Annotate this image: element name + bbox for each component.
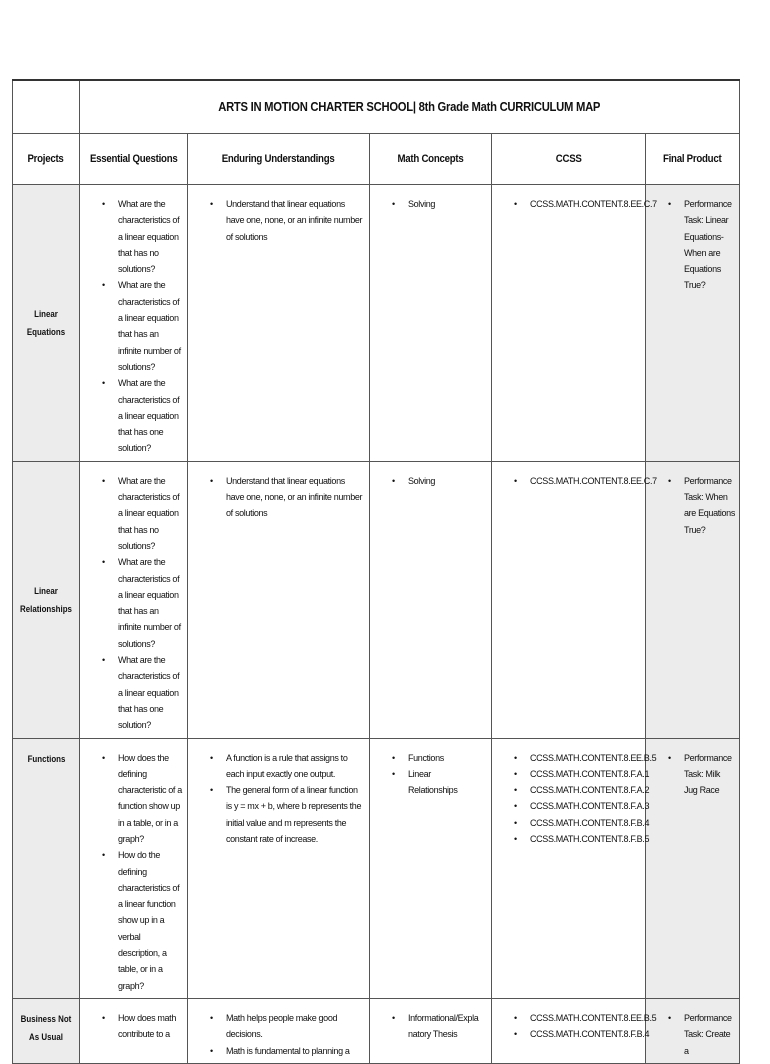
header-enduring-understandings: Enduring Understandings [188,134,370,185]
list-item: • How do the defining characteristics of a linear function show up in a verbal description, a table, or in a graph? [80,847,183,994]
list-item: • A function is a rule that assigns to each input exactly one output. [188,750,365,783]
list-item: • CCSS.MATH.CONTENT.8.F.A.3 [492,798,641,814]
header-math-concepts: Math Concepts [370,134,492,185]
ccss-list [492,462,657,493]
list-item: • Performance Task: Milk Jug Race [646,750,735,799]
list-item: • How does the defining characteristic of a function show up in a table, or in a graph? [80,750,183,848]
list-item: • Understand that linear equations have one, none, or an infinite number of solutions [188,196,365,245]
header-final-product: Final Product [646,134,740,185]
ccss-list [492,999,657,1047]
list-item: • CCSS.MATH.CONTENT.8.EE.C.7 [492,196,641,212]
list-item: • What are the characteristics of a linear equation that has no solutions? [80,473,183,554]
list-item: • Performance Task: Create a [646,1010,735,1059]
final-product-cell [646,185,740,462]
essential-questions-cell [80,185,188,462]
enduring-understandings-list [188,462,369,526]
list-item: • CCSS.MATH.CONTENT.8.F.A.2 [492,782,641,798]
essential-questions-cell [80,461,188,738]
ccss-cell [492,738,657,998]
list-item: • Understand that linear equations have one, none, or an infinite number of solutions [188,473,365,522]
list-item: • The general form of a linear function is y = mx + b, where b represents the initial value and m represents the constant rate of increase. [188,782,365,847]
list-item: • CCSS.MATH.CONTENT.8.F.B.4 [492,815,641,831]
header-ccss: CCSS [492,134,646,185]
curriculum-map-sheet [12,79,739,1056]
header-essential-questions: Essential Questions [80,134,188,185]
final-product-cell [646,738,740,998]
project-cell [13,185,80,462]
math-concepts-list [370,185,486,216]
math-concepts-cell [370,998,492,1063]
table-row [13,461,740,738]
ccss-list [492,739,657,852]
enduring-understandings-list [188,739,369,852]
table-row [13,185,740,462]
project-name: Business Not As Usual [20,1013,72,1042]
header-projects: Projects [13,134,80,185]
final-product-list [646,185,739,298]
list-item: • How does math contribute to a [80,1010,183,1043]
list-item: • Linear Relationships [370,766,482,799]
math-concepts-cell [370,185,492,462]
list-item: • CCSS.MATH.CONTENT.8.F.B.4 [492,1026,641,1042]
page-title: ARTS IN MOTION CHARTER SCHOOL| 8th Grade Math CURRICULUM MAP [218,100,601,114]
enduring-understandings-list [188,185,369,249]
math-concepts-cell [370,738,492,998]
list-item: • CCSS.MATH.CONTENT.8.EE.C.7 [492,473,641,489]
project-name: Functions [27,753,65,764]
list-item: • Math helps people make good decisions. [188,1010,365,1043]
final-product-cell [646,998,740,1063]
essential-questions-list [80,462,187,738]
list-item: • Math is fundamental to planning a [188,1043,365,1059]
list-item: • What are the characteristics of a linear equation that has an infinite number of solutions? [80,277,183,375]
math-concepts-list [370,462,486,493]
title-cell [80,80,740,134]
list-item: • CCSS.MATH.CONTENT.8.F.A.1 [492,766,641,782]
final-product-list [646,462,739,542]
enduring-understandings-cell [188,185,370,462]
list-item: • Informational/Expla natory Thesis [370,1010,482,1043]
list-item: • What are the characteristics of a linear equation that has no solutions? [80,196,183,277]
math-concepts-list [370,739,486,803]
math-concepts-list [370,999,486,1047]
list-item: • Solving [370,473,482,489]
project-cell [13,738,80,998]
list-item: • Performance Task: Linear Equations- When are Equations True? [646,196,735,294]
list-item: • Functions [370,750,482,766]
list-item: • CCSS.MATH.CONTENT.8.EE.B.5 [492,750,641,766]
title-row [13,80,740,134]
project-cell [13,998,80,1063]
list-item: • What are the characteristics of a linear equation that has one solution? [80,375,183,456]
list-item: • CCSS.MATH.CONTENT.8.F.B.5 [492,831,641,847]
essential-questions-cell [80,998,188,1063]
ccss-cell [492,461,657,738]
final-product-list [646,739,739,803]
ccss-list [492,185,657,216]
final-product-cell [646,461,740,738]
project-name: Linear Equations [26,308,66,337]
essential-questions-list [80,185,187,461]
enduring-understandings-cell [188,461,370,738]
essential-questions-cell [80,738,188,998]
math-concepts-cell [370,461,492,738]
list-item: • CCSS.MATH.CONTENT.8.EE.B.5 [492,1010,641,1026]
enduring-understandings-list [188,999,369,1063]
list-item: • What are the characteristics of a linear equation that has one solution? [80,652,183,733]
curriculum-map-table [12,79,740,1064]
ccss-cell [492,998,657,1063]
table-row [13,998,740,1063]
list-item: • What are the characteristics of a linear equation that has an infinite number of solutions? [80,554,183,652]
header-row [13,134,740,185]
enduring-understandings-cell [188,738,370,998]
table-body [13,185,740,1064]
list-item: • Solving [370,196,482,212]
essential-questions-list [80,739,187,998]
title-corner-cell [13,80,80,134]
enduring-understandings-cell [188,998,370,1063]
project-cell [13,461,80,738]
project-name: Linear Relationships [20,585,72,614]
list-item: • Performance Task: When are Equations True? [646,473,735,538]
essential-questions-list [80,999,187,1047]
ccss-cell [492,185,657,462]
table-row [13,738,740,998]
final-product-list [646,999,739,1063]
